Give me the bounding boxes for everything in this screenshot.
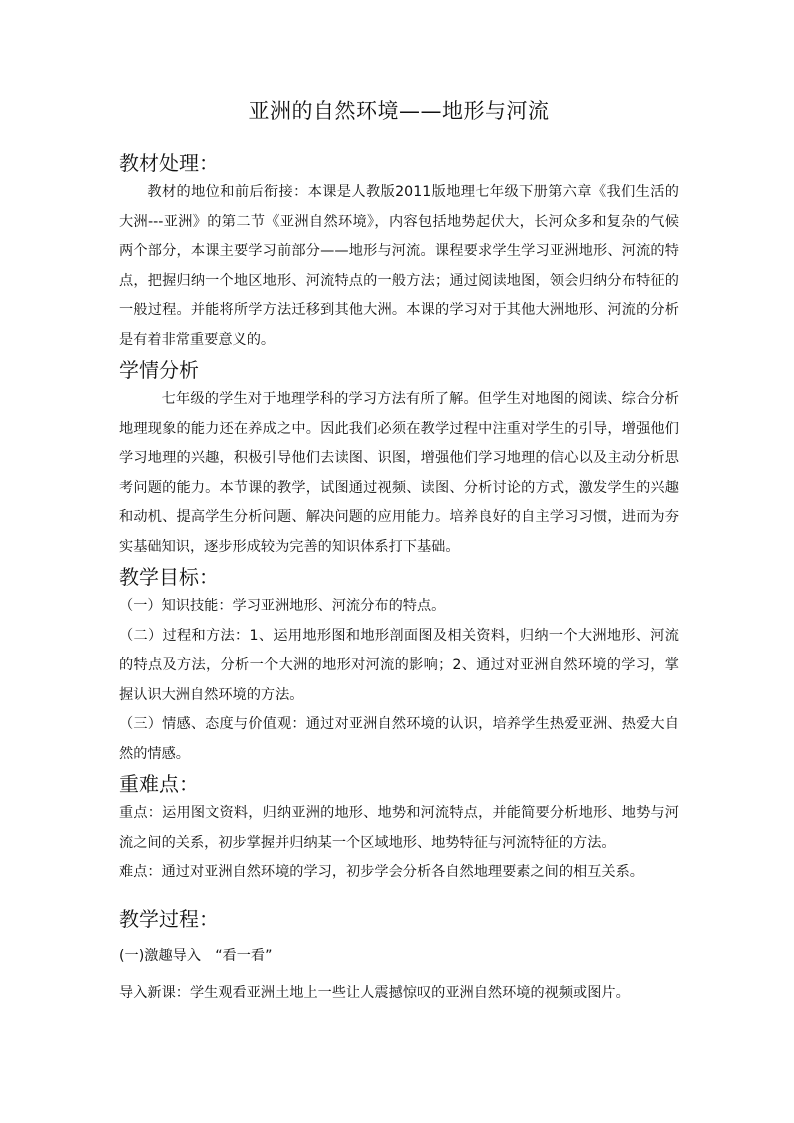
spacer	[119, 971, 679, 979]
difficult-point-paragraph: 难点：通过对亚洲自然环境的学习，初步学会分析各自然地理要素之间的相互关系。	[119, 864, 644, 880]
document-title: 亚洲的自然环境——地形与河流	[248, 99, 550, 123]
section-heading-material: 教材处理：	[119, 151, 219, 175]
document-page	[119, 96, 679, 1009]
key-point-paragraph: 重点：运用图文资料，归纳亚洲的地形、地势和河流特点，并能简要分析地形、地势与河流之间的关系，初步掌握并归纳某一个区域地形、地势特征与河流特征的方法。	[119, 805, 679, 851]
goal-item-emotion: （三）情感、态度与价值观：通过对亚洲自然环境的认识，培养学生热爱亚洲、热爱大自然的情感。	[119, 716, 679, 762]
section-heading-process: 教学过程：	[119, 906, 219, 931]
material-paragraph: 教材的地位和前后衔接：本课是人教版2011版地理七年级下册第六章《我们生活的大洲---亚洲》的第二节《亚洲自然环境》，内容包括地势起伏大，长河众多和复杂的气候两个部分，本课主要学习前部分——地形与河流。课程要求学生学习亚洲地形、河流的特点，把握归纳一个地区地形、河流特点的一般方法；通过阅读地图，领会归纳分布特征的一般过程。并能将所学方法迁移到其他大洲。本课的学习对于其他大洲地形、河流的分析是有着非常重要意义的。	[119, 184, 679, 348]
goal-item-process: （二）过程和方法：1、运用地形图和地形剖面图及相关资料，归纳一个大洲地形、河流的特点及方法，分析一个大洲的地形对河流的影响；2、通过对亚洲自然环境的学习，掌握认识大洲自然环境的方法。	[119, 627, 679, 703]
spacer	[119, 888, 679, 904]
process-intro-paragraph: 导入新课：学生观看亚洲土地上一些让人震撼惊叹的亚洲自然环境的视频或图片。	[119, 985, 630, 1001]
process-step-1: (一)激趣导入 “看一看”	[119, 947, 273, 964]
section-heading-goals: 教学目标：	[119, 565, 219, 589]
students-paragraph: 七年级的学生对于地理学科的学习方法有所了解。但学生对地图的阅读、综合分析地理现象的能力还在养成之中。因此我们必须在教学过程中注重对学生的引导，增强他们学习地理的兴趣，积极引导他们去读图、识图，增强他们学习地理的信心以及主动分析思考问题的能力。本节课的教学，试图通过视频、读图、分析讨论的方式，激发学生的兴趣和动机、提高学生分析问题、解决问题的应用能力。培养良好的自主学习习惯，进而为夯实基础知识，逐步形成较为完善的知识体系打下基础。	[119, 391, 679, 555]
section-heading-students: 学情分析	[119, 358, 199, 382]
section-heading-keypoints: 重难点：	[119, 772, 199, 796]
goal-item-knowledge: （一）知识技能：学习亚洲地形、河流分布的特点。	[119, 598, 446, 614]
spacer	[119, 934, 679, 942]
